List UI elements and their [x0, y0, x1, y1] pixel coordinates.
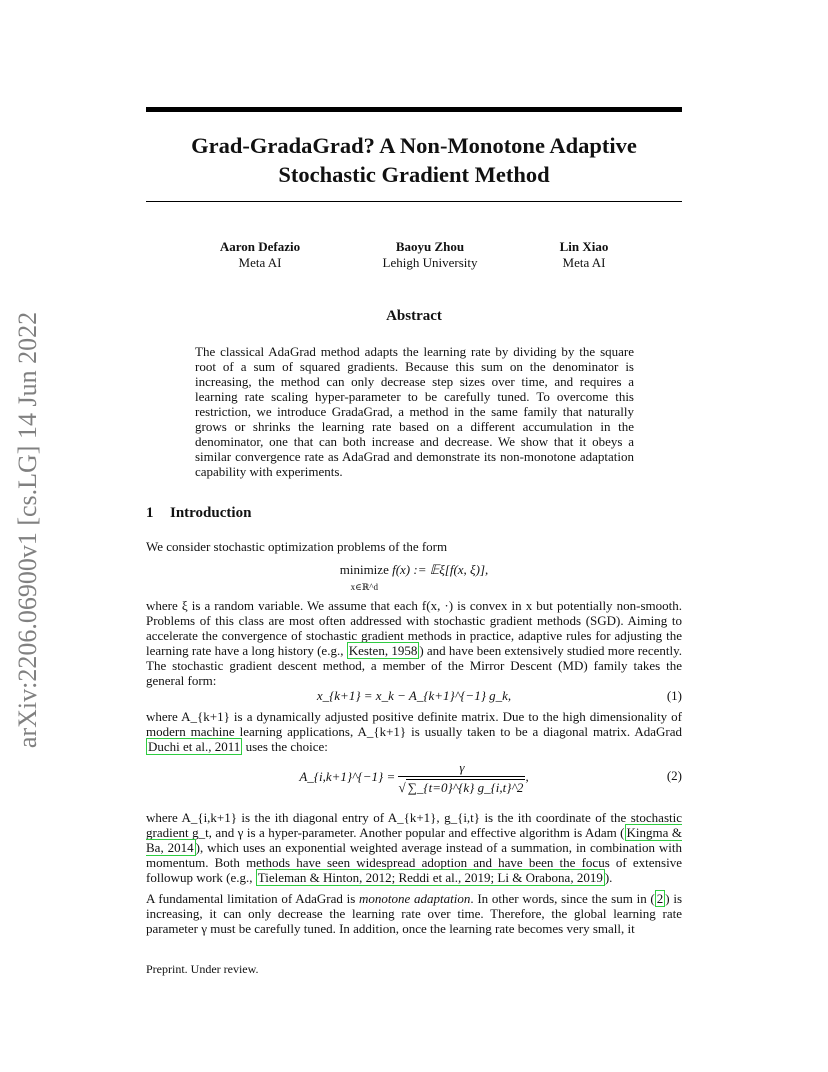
abstract-text: The classical AdaGrad method adapts the learning rate by dividing by the square root of a sum of squared gradients. Because this sum on the denominator is increasing, the method can only decrease step sizes over time, and requires a learning rate scaling hyper-parameter to be carefully tuned. To overcome this restriction, we introduce GradaGrad, a method in the same family that naturally grows or shrinks the learning rate based on a different accumulation in the denominator, one that can both increase and decrease. We show that it obeys a similar convergence rate as AdaGrad and demonstrate its non-monotone adaptation capability with experiments.	[195, 344, 634, 479]
title-line-2: Stochastic Gradient Method	[278, 162, 550, 187]
paragraph-text: where A_{i,k+1} is the ith diagonal entry of A_{k+1}, g_{i,t} is the ith coordinate of the stochastic gradient g_t, and γ is a hyper-parameter. Another popular and effective algorithm is Adam (	[146, 810, 682, 840]
abstract-heading: Abstract	[386, 308, 442, 324]
citation-link[interactable]: Tieleman & Hinton, 2012; Reddi et al., 2019; Li & Orabona, 2019	[257, 870, 603, 885]
citation-link[interactable]: Duchi et al., 2011	[148, 739, 241, 754]
author-affiliation: Lehigh University	[382, 255, 478, 270]
eq-objective-rhs: f(x) := 𝔼ξ[f(x, ξ)],	[392, 562, 489, 577]
equation-objective	[146, 562, 682, 594]
eq-minimize-subscript: x∈ℝ^d	[350, 582, 378, 592]
paragraph-text: ).	[604, 870, 613, 885]
eq2-lhs: A_{i,k+1}^{−1} =	[299, 768, 396, 784]
equation-reference-link[interactable]: 2	[656, 891, 664, 906]
eq2-numerator: γ	[398, 760, 525, 777]
emphasis-text: monotone adaptation	[359, 891, 471, 906]
intro-paragraph-3	[146, 709, 682, 754]
arxiv-identifier: arXiv:2206.06900v1 [cs.LG] 14 Jun 2022	[13, 311, 42, 749]
author-block	[345, 239, 515, 271]
eq-minimize-label: minimize	[339, 562, 389, 577]
paragraph-text: ) and have been extensively studied more recently. The stochastic gradient descent method, a member of the Mirror Descent (MD) family takes the general form:	[146, 643, 682, 688]
equation-number-2: (2)	[666, 768, 682, 783]
title-bottom-rule	[146, 201, 682, 202]
citation-link[interactable]: Kesten, 1958	[348, 643, 418, 658]
author-affiliation: Meta AI	[562, 255, 606, 270]
equation-1: x_{k+1} = x_k − A_{k+1}^{−1} g_k,	[316, 688, 512, 703]
eq2-fraction: $\frac{\gamma}{√ \sum\_\{t=0\}\^{}\{k\} g\_\{i,t\}\^{}2}$	[398, 760, 524, 795]
paragraph-text: ) is increasing, it can only decrease the learning rate over time. Therefore, the global learning rate parameter γ must be carefully tuned. In addition, once the learning rate becomes very small, it	[146, 891, 682, 936]
section-title: Introduction	[170, 505, 252, 521]
page-footer: Preprint. Under review.	[146, 962, 259, 976]
intro-paragraph-1: We consider stochastic optimization problems of the form	[146, 539, 448, 554]
paragraph-text: where A_{k+1} is a dynamically adjusted positive definite matrix. Due to the high dimensionality of modern machine learning applications, A_{k+1} is usually taken to be a diagonal matrix. AdaGrad	[146, 709, 682, 739]
section-number: 1	[146, 505, 154, 521]
author-affiliation: Meta AI	[238, 255, 282, 270]
author-name: Aaron Defazio	[219, 239, 301, 254]
arxiv-sidebar	[8, 300, 48, 760]
paragraph-text: . In other words, since the sum in (	[470, 891, 655, 906]
intro-paragraph-5	[146, 891, 682, 936]
citation-link[interactable]: Kingma & Ba, 2014	[146, 825, 682, 855]
paragraph-text: ), which uses an exponential weighted average instead of a summation, in combination with momentum. Both methods have seen widespread adoption and have been the focus of extensive followup work (e.g.,	[146, 840, 682, 885]
author-name: Lin Xiao	[559, 239, 609, 254]
author-name: Baoyu Zhou	[395, 239, 465, 254]
equation-2: A_{i,k+1}^{−1} = $\frac{\gamma}{√ \sum\_\{t=0\}\^{}\{k\} g\_\{i,t\}\^{}2}$ ,	[299, 760, 529, 795]
title-top-rule	[146, 107, 682, 112]
title-line-1: Grad-GradaGrad? A Non-Monotone Adaptive	[191, 133, 637, 158]
paper-title	[146, 131, 682, 189]
paragraph-text: A fundamental limitation of AdaGrad is	[146, 891, 360, 906]
intro-paragraph-4	[146, 810, 682, 885]
paragraph-text: where ξ is a random variable. We assume that each f(x, ·) is convex in x but potentially non-smooth. Problems of this class are most often addressed with stochastic gradient methods (SGD). Aiming to accelerate the convergence of stochastic gradient methods in practice, adaptive rules for adjusting the learning rate have a long history (e.g.,	[146, 598, 682, 658]
equation-number-1: (1)	[666, 688, 682, 703]
author-block	[499, 239, 669, 271]
author-block	[175, 239, 345, 271]
section-heading	[146, 505, 251, 522]
eq2-denominator: ∑_{t=0}^{k} g_{i,t}^2	[407, 780, 524, 795]
paragraph-text: uses the choice:	[242, 739, 328, 754]
intro-paragraph-2	[146, 598, 682, 688]
